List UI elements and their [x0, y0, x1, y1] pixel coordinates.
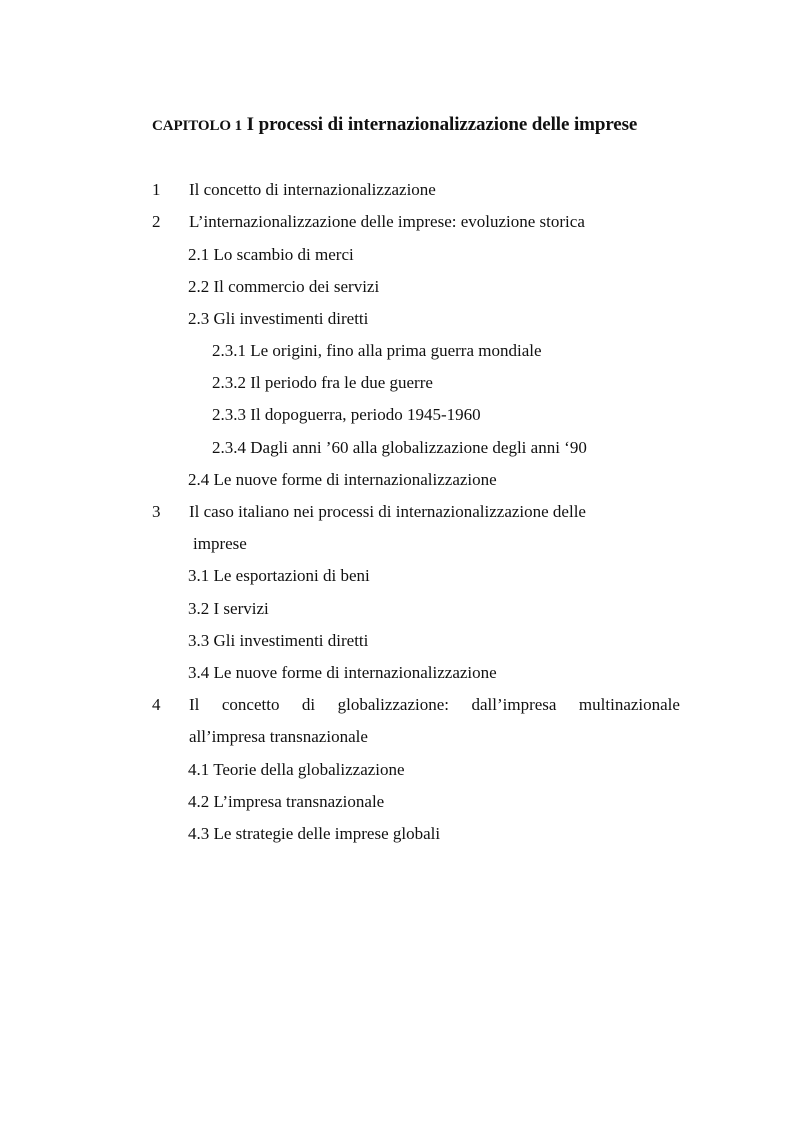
toc-entry-2-3-3: 2.3.3 Il dopoguerra, periodo 1945-1960 — [212, 405, 481, 424]
toc-entry-3-line2: imprese — [193, 534, 247, 553]
toc-entry-4-line2: all’impresa transnazionale — [189, 727, 368, 746]
toc-entry-4-3: 4.3 Le strategie delle imprese globali — [188, 824, 441, 843]
chapter-heading — [152, 114, 637, 136]
toc-entry-3-line1: Il caso italiano nei processi di internazionalizzazione delle — [189, 502, 586, 521]
toc-number-3: 3 — [152, 502, 161, 521]
toc-entry-3-3: 3.3 Gli investimenti diretti — [188, 631, 369, 650]
toc-entry-2-3: 2.3 Gli investimenti diretti — [188, 309, 369, 328]
chapter-title: I processi di internazionalizzazione delle imprese — [246, 114, 638, 135]
toc-entry-4-word: dall’impresa — [471, 695, 557, 714]
chapter-label: CAPITOLO 1 — [152, 118, 242, 134]
toc-entry-4-word: globalizzazione: — [337, 695, 450, 714]
toc-entry-2-3-4: 2.3.4 Dagli anni ’60 alla globalizzazione degli anni ‘90 — [212, 438, 587, 457]
toc-entry-4-word: di — [301, 695, 316, 714]
toc-entry-4-1: 4.1 Teorie della globalizzazione — [188, 760, 405, 779]
toc-entry-4-2: 4.2 L’impresa transnazionale — [188, 792, 385, 811]
toc-entry-4-word: multinazionale — [578, 695, 680, 714]
toc-entry-2-2: 2.2 Il commercio dei servizi — [188, 277, 380, 296]
toc-entry-3-1: 3.1 Le esportazioni di beni — [188, 566, 370, 585]
toc-entry-1: Il concetto di internazionalizzazione — [189, 180, 436, 199]
toc-entry-2-3-2: 2.3.2 Il periodo fra le due guerre — [212, 373, 433, 392]
toc-entry-2-3-1: 2.3.1 Le origini, fino alla prima guerra mondiale — [212, 341, 542, 360]
toc-entry-2-4: 2.4 Le nuove forme di internazionalizzazione — [188, 470, 497, 489]
toc-entry-3-2: 3.2 I servizi — [188, 599, 269, 618]
toc-number-4: 4 — [152, 695, 161, 714]
toc-number-2: 2 — [152, 212, 161, 231]
toc-entry-3-4: 3.4 Le nuove forme di internazionalizzazione — [188, 663, 497, 682]
toc-entry-4-word: concetto — [221, 695, 280, 714]
toc-entry-2: L’internazionalizzazione delle imprese: evoluzione storica — [189, 212, 585, 231]
toc-number-1: 1 — [152, 180, 161, 199]
toc-entry-4-word: Il — [189, 695, 200, 714]
toc-entry-2-1: 2.1 Lo scambio di merci — [188, 245, 354, 264]
toc-entry-4-line1 — [189, 695, 680, 715]
